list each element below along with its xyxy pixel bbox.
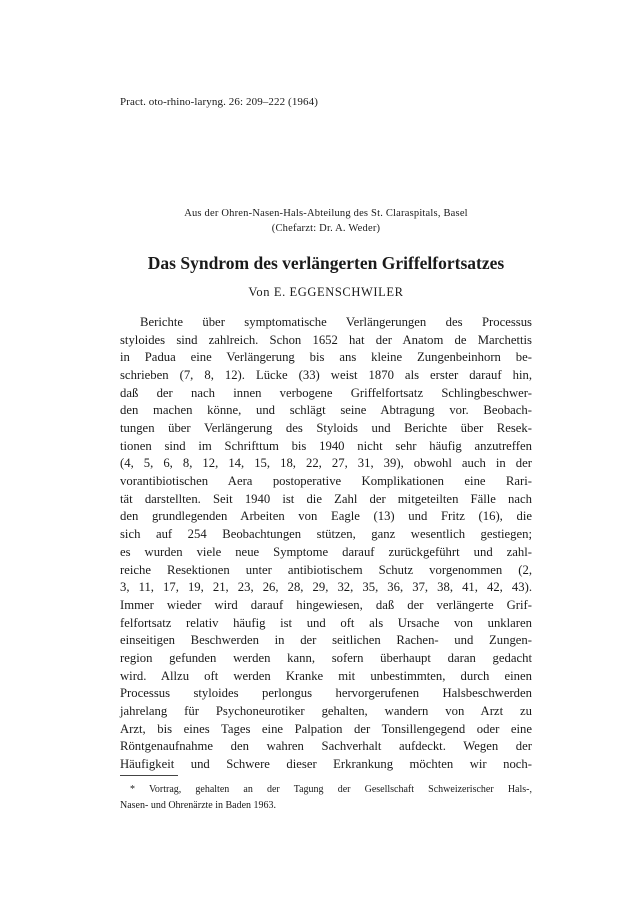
body-line: tungen über Verlängerung des Styloids und Berichte über Resek- bbox=[120, 421, 532, 436]
body-line: in Padua eine Verlängerung bis ans kleine Zungenbeinhorn be- bbox=[120, 350, 532, 365]
body-line: den grundlegenden Arbeiten von Eagle (13) und Fritz (16), die bbox=[120, 509, 532, 524]
affiliation-department: Aus der Ohren-Nasen-Hals-Abteilung des St. Claraspitals, Basel bbox=[184, 208, 468, 219]
body-line: Processus styloides perlongus hervorgerufenen Halsbeschwerden bbox=[120, 686, 532, 701]
body-line: den machen könne, und schlägt seine Abtragung vor. Beobach- bbox=[120, 403, 532, 418]
body-line: reiche Resektionen unter antibiotischem Schutz vorgenommen (2, bbox=[120, 562, 532, 577]
affiliation-chief: (Chefarzt: Dr. A. Weder) bbox=[271, 223, 381, 234]
body-line: felfortsatz relativ häufig ist und oft als Ursache von unklaren bbox=[120, 615, 532, 630]
body-line: (4, 5, 6, 8, 12, 14, 15, 18, 22, 27, 31, 39), obwohl auch in der bbox=[120, 456, 532, 471]
article-author: Von E. EGGENSCHWILER bbox=[248, 285, 404, 299]
body-line: Immer wieder wird darauf hingewiesen, daß der verlängerte Grif- bbox=[120, 597, 532, 612]
body-line: einseitigen Beschwerden in der seitlichen Rachen- und Zungen- bbox=[120, 633, 532, 648]
body-line: vorantibiotischen Aera postoperative Komplikationen eine Rari- bbox=[120, 474, 532, 489]
body-line: daß der nach innen verbogene Griffelfortsatz Schlingbeschwer- bbox=[120, 385, 532, 400]
body-line: 3, 11, 17, 19, 21, 23, 26, 28, 29, 32, 35, 36, 37, 38, 41, 42, 43). bbox=[120, 580, 532, 595]
body-line: Berichte über symptomatische Verlängerungen des Processus bbox=[140, 315, 532, 329]
journal-reference bbox=[120, 96, 318, 108]
footnote-line: * Vortrag, gehalten an der Tagung der Gesellschaft Schweizerischer Hals-, bbox=[130, 784, 532, 795]
article-title: Das Syndrom des verlängerten Griffelfortsatzes bbox=[147, 253, 505, 273]
body-line: sich auf 254 Beobachtungen stützen, ganz wesentlich gestiegen; bbox=[120, 527, 532, 542]
body-line: Arzt, bis eines Tages eine Palpation der Tonsillengegend oder eine bbox=[120, 721, 532, 736]
footnote-line: Nasen- und Ohrenärzte in Baden 1963. bbox=[120, 800, 277, 811]
body-line: styloides sind zahlreich. Schon 1652 hat der Anatom de Marchettis bbox=[120, 332, 532, 347]
journal-reference-text: Pract. oto-rhino-laryng. 26: 209–222 (1964) bbox=[120, 96, 318, 108]
body-line: Röntgenaufnahme den wahren Sachverhalt aufdeckt. Wegen der bbox=[120, 739, 532, 754]
body-line: Häufigkeit und Schwere dieser Erkrankung möchten wir noch- bbox=[120, 757, 532, 771]
body-line: tät darstellten. Seit 1940 ist die Zahl der mitgeteilten Fälle nach bbox=[120, 491, 532, 506]
body-line: jahrelang für Psychoneurotiker gehalten, wandern von Arzt zu bbox=[120, 703, 532, 718]
body-line: wird. Allzu oft werden Kranke mit unbestimmten, durch einen bbox=[120, 668, 532, 683]
body-line: es wurden viele neue Symptome darauf zurückgeführt und zahl- bbox=[120, 544, 532, 559]
footnote-rule bbox=[120, 775, 178, 776]
body-line: schrieben (7, 8, 12). Lücke (33) weist 1870 als erster darauf hin, bbox=[120, 368, 532, 383]
body-line: region gefunden werden kann, sofern überhaupt daran gedacht bbox=[120, 650, 532, 665]
body-line: tionen sind im Schrifttum bis 1940 nicht sehr häufig anzutreffen bbox=[120, 438, 532, 453]
